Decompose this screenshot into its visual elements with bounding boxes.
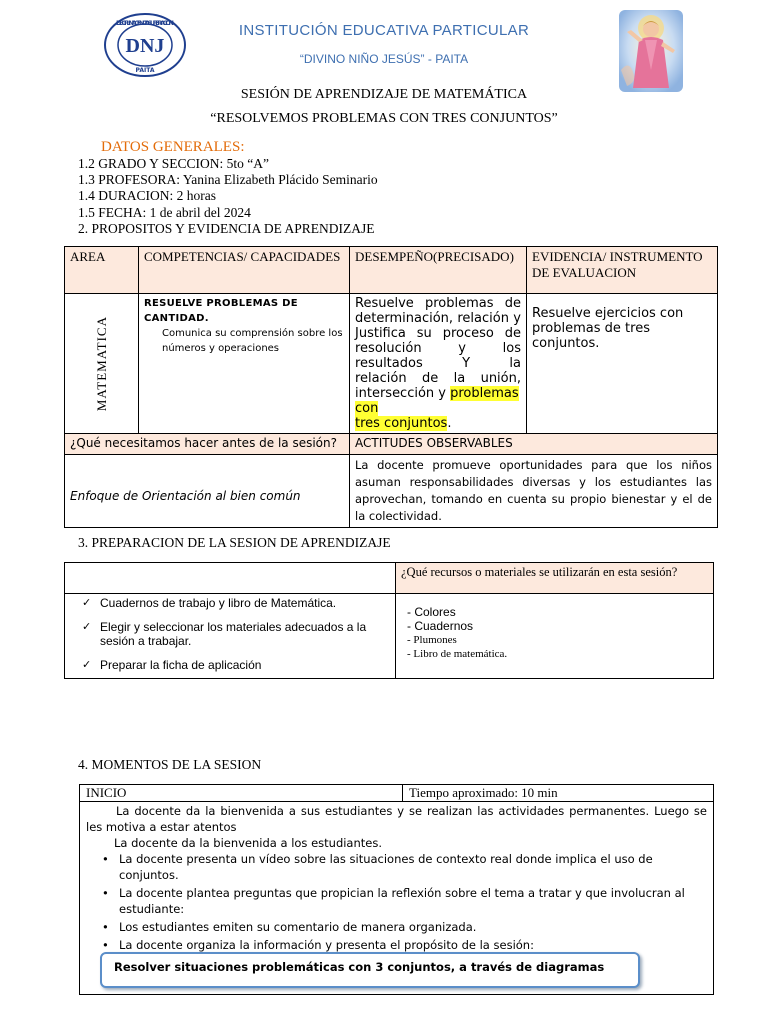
- logo-ring-text: DISCIPLINA · CIENCIA · SUPERACIÓN: [116, 19, 174, 27]
- grade-line: 1.2 GRADO Y SECCION: 5to “A”: [78, 156, 269, 171]
- desempeno-highlight: problemas con: [355, 386, 519, 416]
- desempeno-pre: intersección y: [355, 386, 451, 401]
- bullet-text: La docente organiza la información y presenta el propósito de la sesión:: [119, 938, 534, 952]
- enfoque-cell: Enfoque de Orientación al bien común: [65, 455, 350, 528]
- task-text: Preparar la ficha de aplicación: [100, 658, 262, 672]
- intro-text: La docente da la bienvenida a sus estudiantes y se realizan las actividades permanentes. Luego se les motiva a estar atentos: [86, 804, 707, 834]
- general-data-heading: DATOS GENERALES:: [101, 139, 245, 155]
- moments-list: [86, 851, 707, 953]
- bullet-text: Los estudiantes emiten su comentario de manera organizada.: [119, 920, 477, 934]
- question-cell: ¿Qué necesitamos hacer antes de la sesión?: [65, 434, 350, 455]
- bullet-icon: •: [102, 852, 109, 866]
- bullet-icon: •: [102, 920, 109, 934]
- header-area: AREA: [65, 247, 139, 294]
- resources-question-cell: ¿Qué recursos o materiales se utilizarán en esta sesión?: [396, 563, 714, 594]
- task-text: Elegir y seleccionar los materiales adecuados a la sesión a trabajar.: [100, 620, 367, 648]
- list-item: - Plumones: [407, 634, 457, 646]
- list-item: - Colores: [407, 605, 456, 619]
- bullet-text: La docente plantea preguntas que propician la reflexión sobre el tema a tratar y que involucran al estudiante:: [119, 886, 685, 916]
- duration-line: 1.4 DURACION: 2 horas: [78, 188, 216, 203]
- list-item: [70, 596, 390, 610]
- section-2-heading: 2. PROPOSITOS Y EVIDENCIA DE APRENDIZAJE: [78, 221, 375, 236]
- purpose-callout: [100, 952, 640, 988]
- desempeno-line: tres conjuntos.: [355, 416, 452, 431]
- purpose-text: Resolver situaciones problemáticas con 3 conjuntos, a través de diagramas: [114, 960, 605, 974]
- list-item: [70, 620, 390, 648]
- desempeno-line: [355, 386, 521, 416]
- bullet-icon: •: [102, 938, 109, 952]
- table-row: [65, 434, 718, 455]
- inicio-cell: INICIO: [80, 785, 403, 802]
- list-item: - Libro de matemática.: [407, 648, 508, 660]
- resources-list: [401, 605, 708, 661]
- divino-nino-image: [619, 10, 683, 92]
- resources-cell: [396, 594, 714, 679]
- desempeno-line: resolución y los resultados Y la: [355, 341, 521, 371]
- section-4-heading: 4. MOMENTOS DE LA SESION: [78, 757, 262, 772]
- logo-letters: DNJ: [125, 35, 165, 57]
- check-icon: ✓: [82, 597, 92, 609]
- task-text: Cuadernos de trabajo y libro de Matemática.: [100, 596, 337, 610]
- table-row: [65, 455, 718, 528]
- header-desempeno: DESEMPEÑO(PRECISADO): [350, 247, 527, 294]
- bullet-text: La docente presenta un vídeo sobre las situaciones de contexto real donde implica el uso de conjuntos.: [119, 852, 653, 882]
- actitudes-cell: ACTITUDES OBSERVABLES: [350, 434, 718, 455]
- list-item: - Cuadernos: [407, 619, 474, 633]
- logo-bottom-text: PAITA: [135, 67, 155, 74]
- table-header-row: [65, 563, 714, 594]
- section-3-heading: 3. PREPARACION DE LA SESION DE APRENDIZAJE: [78, 535, 391, 550]
- header-competencias: COMPETENCIAS/ CAPACIDADES: [139, 247, 350, 294]
- purposes-table: [64, 246, 718, 528]
- evidencia-cell: Resuelve ejercicios con problemas de tres conjuntos.: [527, 294, 718, 434]
- check-icon: ✓: [82, 621, 92, 633]
- table-header-row: [80, 785, 714, 802]
- date-line: 1.5 FECHA: 1 de abril del 2024: [78, 205, 251, 220]
- bullet-icon: •: [102, 886, 109, 900]
- list-item: [86, 919, 707, 935]
- desempeno-line: determinación, relación y: [355, 311, 521, 326]
- desempeno-line: Justifica su proceso de: [355, 326, 521, 341]
- check-icon: ✓: [82, 659, 92, 671]
- resource-text: Colores: [414, 605, 456, 619]
- resource-text: Libro de matemática.: [413, 648, 508, 660]
- session-topic: “RESOLVEMOS PROBLEMAS CON TRES CONJUNTOS”: [210, 111, 558, 126]
- session-title: SESIÓN DE APRENDIZAJE DE MATEMÁTICA: [240, 87, 528, 102]
- competencia-text: RESUELVE PROBLEMAS DE CANTIDAD.: [144, 298, 298, 324]
- desempeno-highlight-2: tres conjuntos: [355, 416, 448, 431]
- capacidad-text: Comunica su comprensión sobre los números y operaciones: [162, 328, 343, 354]
- list-item: [86, 885, 707, 917]
- teacher-line: 1.3 PROFESORA: Yanina Elizabeth Plácido Seminario: [78, 172, 378, 187]
- tasks-cell: [65, 594, 396, 679]
- table-row: [65, 294, 718, 434]
- empty-header-cell: [65, 563, 396, 594]
- tasks-list: [70, 596, 390, 672]
- school-name: “DIVINO NIÑO JESÚS” - PAITA: [299, 52, 469, 66]
- welcome-text: La docente da la bienvenida a los estudiantes.: [114, 836, 383, 850]
- table-header-row: [65, 247, 718, 294]
- desempeno-cell: [350, 294, 527, 434]
- list-item: [70, 658, 390, 672]
- area-label: MATEMATICA: [93, 315, 109, 412]
- preparation-table: [64, 562, 714, 679]
- area-cell: [65, 294, 139, 434]
- time-cell: Tiempo aproximado: 10 min: [403, 785, 714, 802]
- desempeno-line: Resuelve problemas de: [355, 296, 521, 311]
- table-row: [65, 594, 714, 679]
- enfoque-text-cell: La docente promueve oportunidades para que los niños asuman responsabilidades diversas y los estudiantes las aprovechan, tomando en cuenta su propio bienestar y el de la colectividad.: [350, 455, 718, 528]
- resource-text: Cuadernos: [414, 619, 474, 633]
- list-item: [86, 937, 707, 953]
- institution-title: INSTITUCIÓN EDUCATIVA PARTICULAR: [238, 22, 530, 39]
- competencia-cell: [139, 294, 350, 434]
- resource-text: Plumones: [413, 634, 457, 646]
- header-evidencia: EVIDENCIA/ INSTRUMENTO DE EVALUACION: [527, 247, 718, 294]
- list-item: [86, 851, 707, 883]
- desempeno-line: relación de la unión,: [355, 371, 521, 386]
